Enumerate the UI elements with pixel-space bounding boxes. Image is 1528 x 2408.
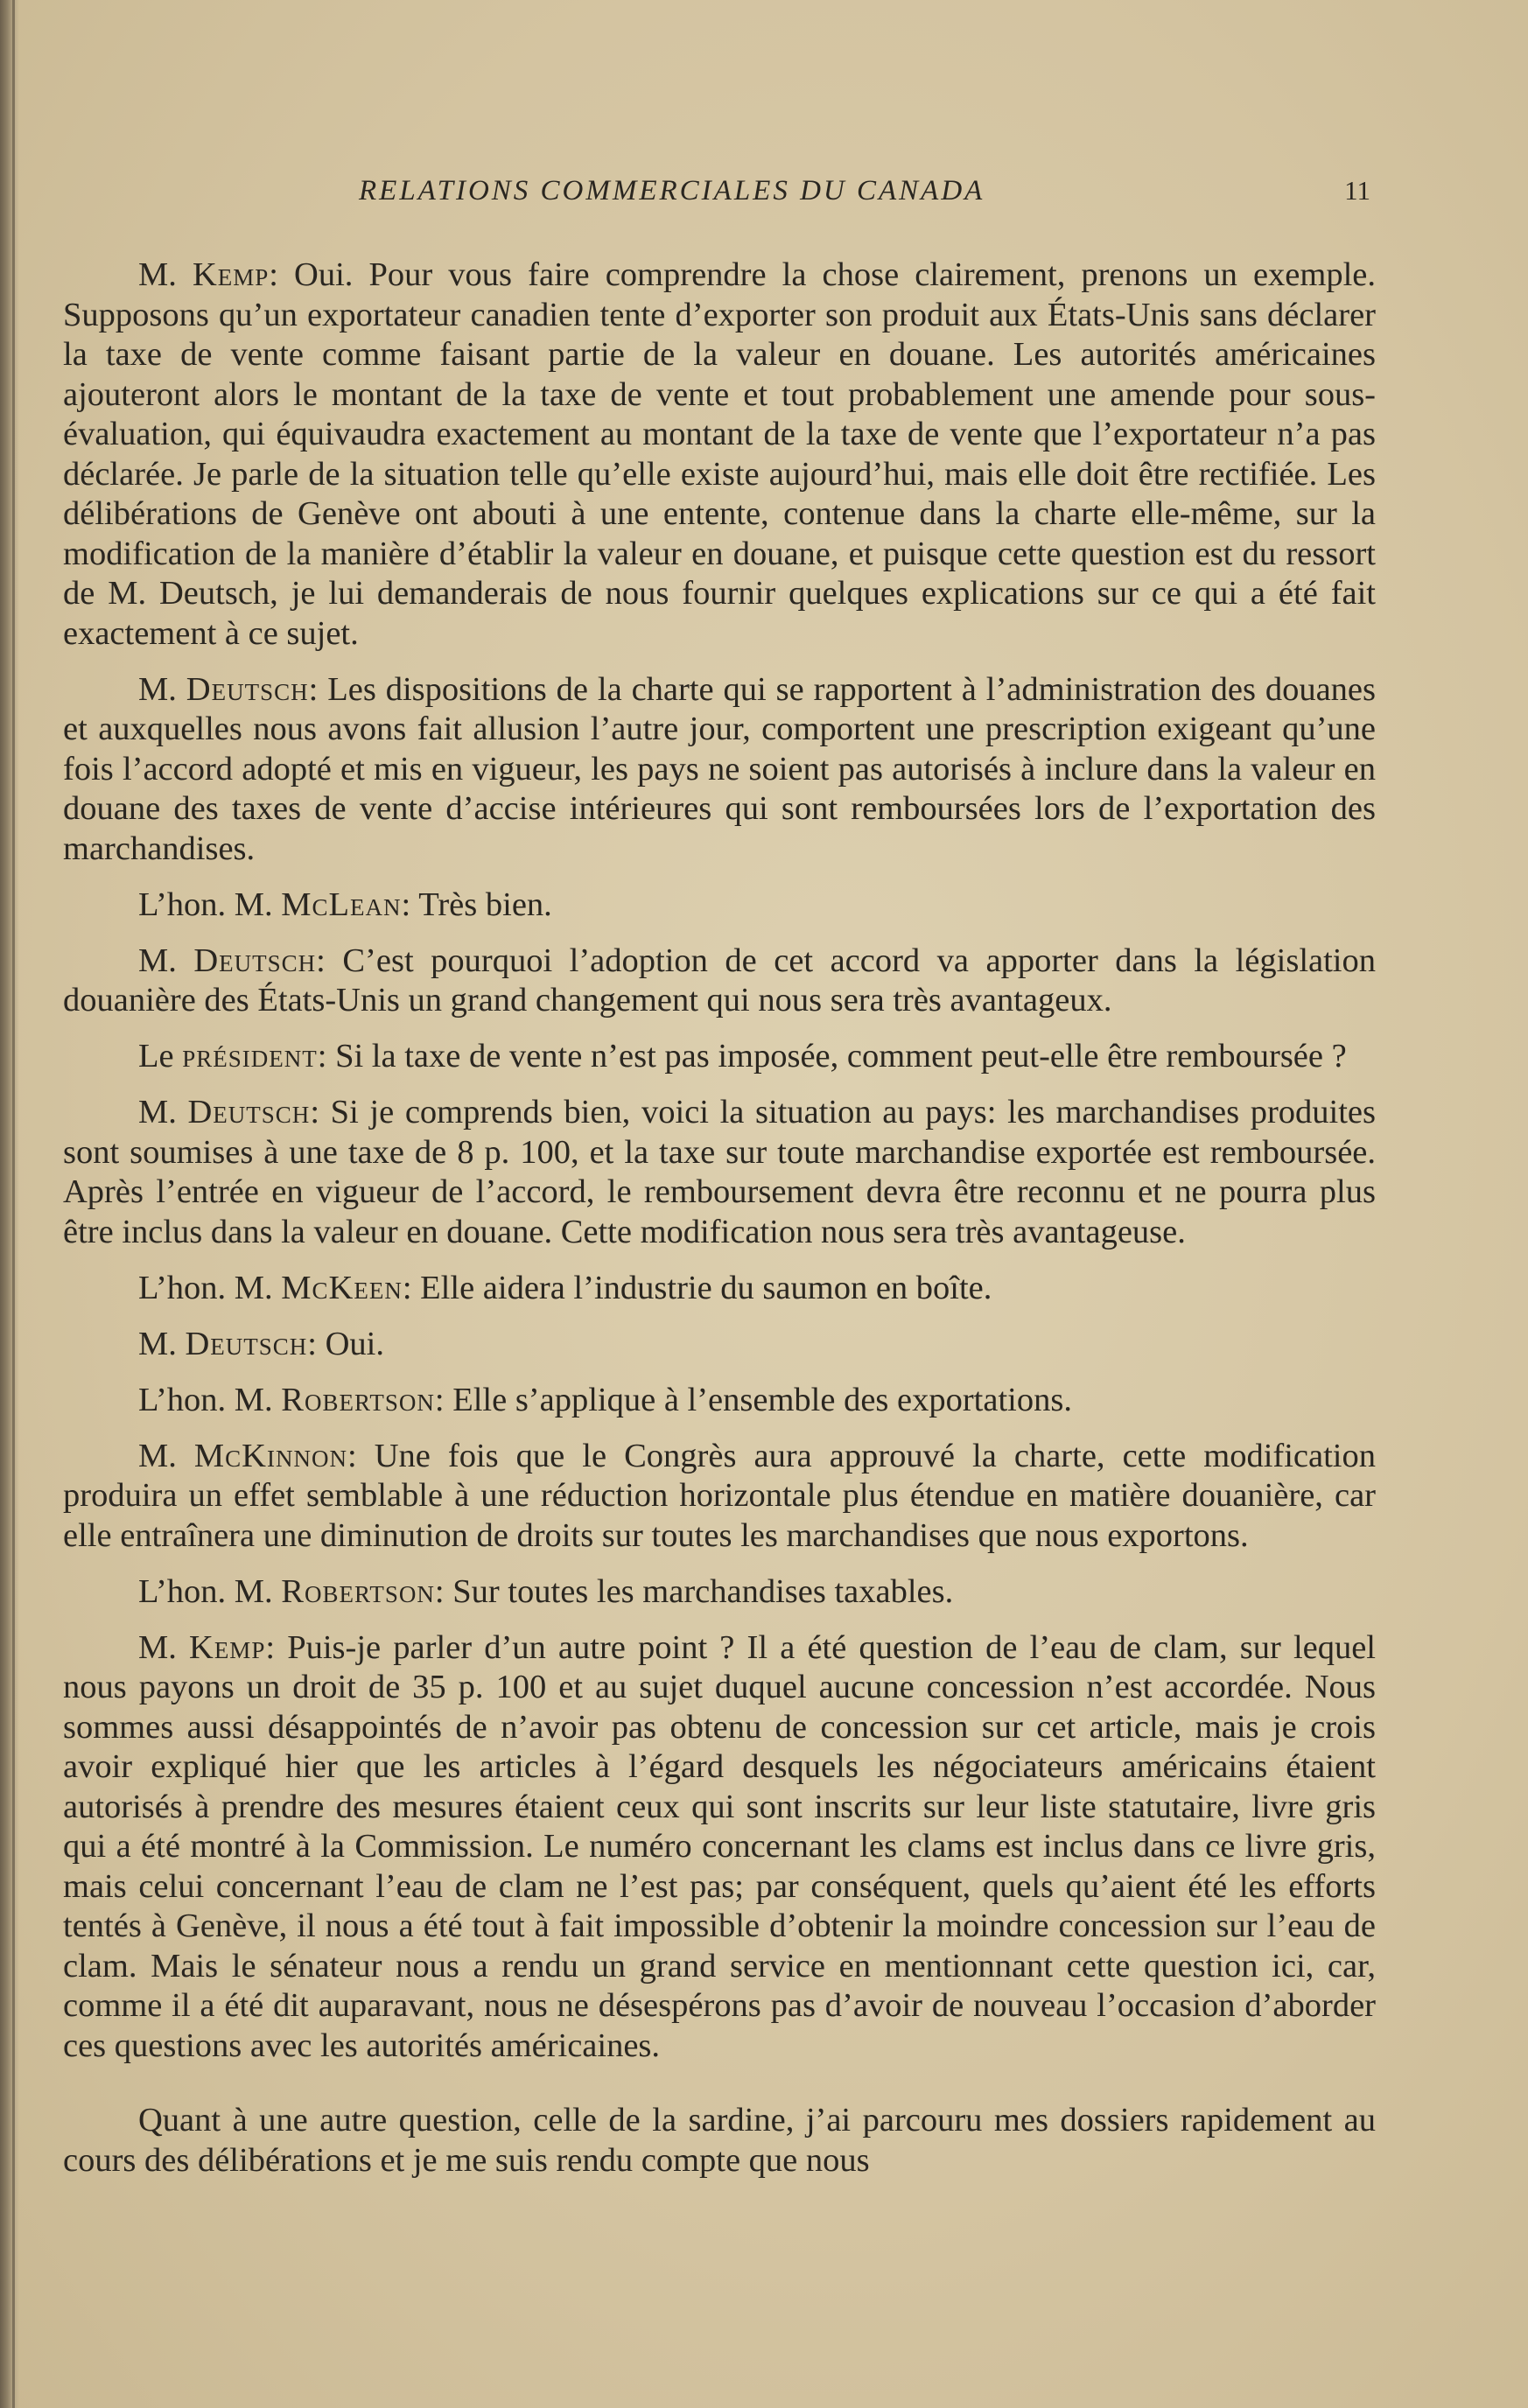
speaker-name: Deutsch xyxy=(193,942,317,979)
paragraph: M. Kemp: Oui. Pour vous faire comprendre la chose clairement, prenons un exemple. Supposons qu’un exportateur canadien tente d’exporter son produit aux États-Unis sans déclarer la taxe de vente comme faisant partie de la valeur en douane. Les autorités américaines ajouteront alors le montant de la taxe de vente et tout probablement une amende pour sous-évaluation, qui équivaudra exactement au montant de la taxe de vente que l’exportateur n’a pas déclarée. Je parle de la situation telle qu’elle existe aujourd’hui, mais elle doit être rectifiée. Les délibérations de Genève ont abouti à une entente, contenue dans la charte elle-même, sur la modification de la manière d’établir la valeur en douane, et puisque cette question est du ressort de M. Deutsch, je lui demanderais de nous fournir quelques explications sur ce qui a été fait exactement à ce sujet. xyxy=(63,256,1376,652)
speaker-name: Deutsch xyxy=(186,670,309,708)
speaker-name: Robertson xyxy=(281,1572,435,1610)
paragraph: L’hon. M. McKeen: Elle aidera l’industrie du saumon en boîte. xyxy=(138,1269,992,1306)
speaker-name: McKinnon xyxy=(193,1437,347,1474)
running-header xyxy=(123,175,1370,219)
body-text xyxy=(63,256,1376,2197)
speaker-name: Deutsch xyxy=(187,1094,311,1130)
speaker-name: Kemp xyxy=(192,256,270,293)
paragraph: Le président: Si la taxe de vente n’est pas imposée, comment peut-elle être remboursée ? xyxy=(138,1038,1347,1074)
paragraph: M. Deutsch: Les dispositions de la charte qui se rapportent à l’administration des douanes et auxquelles nous avons fait allusion l’autre jour, comportent une prescription exigeant qu’une fois l’accord adopté et mis en vigueur, les pays ne soient pas autorisés à inclure dans la valeur en douane des taxes de vente d’accise intérieures qui sont remboursées lors de l’exportation des marchandises. xyxy=(63,670,1377,867)
page-binding-edge xyxy=(0,0,19,2408)
speaker-name: Robertson xyxy=(281,1381,435,1418)
paragraph: M. McKinnon: Une fois que le Congrès aura approuvé la charte, cette modification produira un effet semblable à une réduction horizontale plus étendue en matière douanière, car elle entraînera une diminution de droits sur toutes les marchandises que nous exportons. xyxy=(63,1437,1376,1554)
paragraph: M. Kemp: Puis-je parler d’un autre point ? Il a été question de l’eau de clam, sur lequel nous payons un droit de 35 p. 100 et au sujet duquel aucune concession n’est accordée. Nous sommes aussi désappointés de n’avoir pas obtenu de concession sur cet article, mais je crois avoir expliqué hier que les articles à l’égard desquels les négociateurs américains étaient autorisés à prendre des mesures étaient ceux qui sont inscrits sur leur liste statutaire, livre gris qui a été montré à la Commission. Le numéro concernant les clams est inclus dans ce livre gris, mais celui concernant l’eau de clam ne l’est pas; par conséquent, quels qu’aient été les efforts tentés à Genève, il nous a été tout à fait impossible d’obtenir la moindre concession sur l’eau de clam. Mais le sénateur nous a rendu un grand service en mentionnant cette question ici, car, comme il a été dit auparavant, nous ne désespérons pas d’avoir de nouveau l’occasion d’aborder ces questions avec les autorités américaines. xyxy=(63,1628,1377,2064)
paragraph: L’hon. M. Robertson: Sur toutes les marchandises taxables. xyxy=(138,1572,954,1610)
speaker-name: McKeen xyxy=(281,1269,403,1306)
page-number: 11 xyxy=(1344,175,1370,206)
paragraph: Quant à une autre question, celle de la sardine, j’ai parcouru mes dossiers rapidement au cours des délibérations et je me suis rendu compte que nous xyxy=(63,2102,1376,2179)
paragraph: M. Deutsch: C’est pourquoi l’adoption de cet accord va apporter dans la législation douanière des États-Unis un grand changement qui nous sera très avantageux. xyxy=(63,942,1377,1018)
paragraph: M. Deutsch: Oui. xyxy=(138,1325,384,1362)
running-title: RELATIONS COMMERCIALES DU CANADA xyxy=(359,175,985,206)
paragraph: L’hon. M. McLean: Très bien. xyxy=(138,886,552,923)
speaker-name: président xyxy=(182,1038,318,1074)
paragraph: M. Deutsch: Si je comprends bien, voici la situation au pays: les marchandises produites sont soumises à une taxe de 8 p. 100, et la taxe sur toute marchandise exportée est remboursée. Après l’entrée en vigueur de l’accord, le remboursement devra être reconnu et ne pourra plus être inclus dans la valeur en douane. Cette modification nous sera très avantageuse. xyxy=(63,1094,1376,1250)
speaker-name: Deutsch xyxy=(185,1325,308,1362)
paragraph: L’hon. M. Robertson: Elle s’applique à l’ensemble des exportations. xyxy=(138,1381,1072,1418)
binding-rule xyxy=(12,0,15,2408)
speaker-name: Kemp xyxy=(189,1628,266,1666)
speaker-name: McLean xyxy=(281,886,402,923)
